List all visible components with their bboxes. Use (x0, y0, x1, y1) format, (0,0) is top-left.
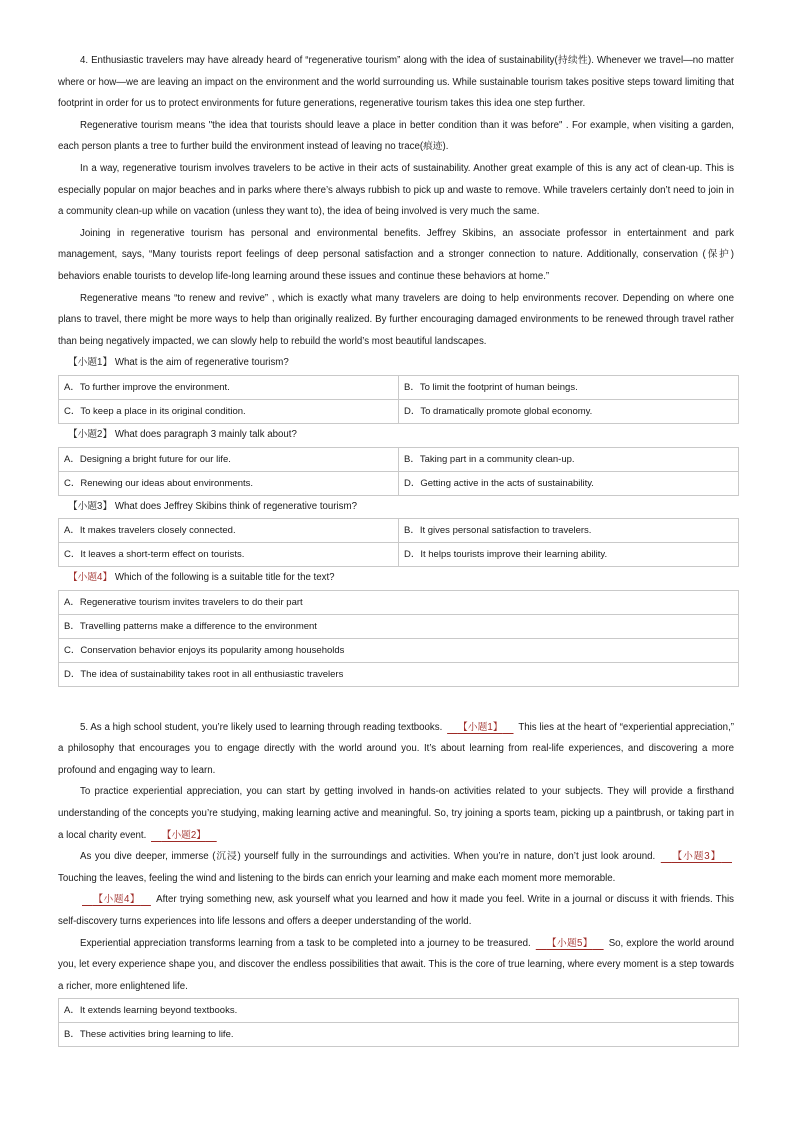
passage-5-blank-4[interactable]: 【小题4】 (92, 894, 141, 906)
section-spacer (58, 687, 734, 717)
passage-5-p2-text-a: To practice experiential appreciation, you can start by getting involved in hands-on activities related to your subjects. They will provide a firsthand understanding of the concepts you’re studying, making learning active and meaningful. So, try joining a sports team, picking up a paintbrush, or taking part in a local charity event. (58, 786, 734, 841)
question-3-heading (58, 496, 734, 518)
passage-5-paragraph-4 (58, 889, 734, 932)
question-4-heading (58, 567, 734, 589)
passage-4-body (58, 50, 734, 352)
passage-5-blank-5[interactable]: 【小题5】 (546, 937, 593, 949)
passage-5-body (58, 717, 734, 998)
passage-5-p1-text-b: This lies at the heart of “experiential appreciation,” a philosophy that encourages you to engage directly with the world around you. It’s about learning from real-life experiences, and discovering a more profound and engaging way to learn. (58, 721, 734, 776)
question-3-text: What does Jeffrey Skibins think of regenerative tourism? (114, 500, 357, 512)
question-2-marker: 【小题2】 (68, 428, 113, 440)
question-1-option-c[interactable]: C．To keep a place in its original condition. (59, 399, 399, 423)
question-1-heading (58, 352, 734, 374)
table-row (59, 638, 739, 662)
table-row (59, 519, 739, 543)
passage-5-blank-2[interactable]: 【小题2】 (161, 829, 206, 841)
table-row (59, 662, 739, 686)
question-4-option-a[interactable]: A．Regenerative tourism invites travelers to do their part (59, 590, 739, 614)
question-1-options-table (58, 375, 739, 424)
question-1-option-b[interactable]: B．To limit the footprint of human beings. (399, 375, 739, 399)
passage-4-paragraph-5: Regenerative means “to renew and revive” , which is exactly what many travelers are doing to help environments recover. Depending on where one plans to travel, there might be more ways to help than originally realized. By further encouraging damaged environments to be renewed through travel rather than being negatively impacted, we can slowly help to rebuild the world’s most beautiful landscapes. (58, 292, 734, 347)
question-2-option-a[interactable]: A．Designing a bright future for our life. (59, 447, 399, 471)
question-1-option-d[interactable]: D．To dramatically promote global economy. (399, 399, 739, 423)
question-3-option-d[interactable]: D．It helps tourists improve their learning ability. (399, 543, 739, 567)
passage-4-paragraph-4: Joining in regenerative tourism has personal and environmental benefits. Jeffrey Skibins, an associate professor in entertainment and park management, says, “Many tourists report feelings of deep personal satisfaction and a stronger connection to nature. Additionally, conservation (保护) behaviors enable tourists to develop life-long learning around these issues and continue these behaviors at home.” (58, 227, 734, 282)
question-4-options-table (58, 590, 739, 687)
passage-5-option-b[interactable]: B．These activities bring learning to life. (59, 1023, 739, 1047)
question-2-option-b[interactable]: B．Taking part in a community clean-up. (399, 447, 739, 471)
passage-5-paragraph-1 (58, 717, 734, 782)
passage-5-p5-text-b: So, explore the world around you, let every experience shape you, and discover the endless possibilities that await. This is the core of true learning, where every moment is a step towards a richer, more enlightened life. (58, 937, 734, 992)
table-row (59, 999, 739, 1023)
table-row (59, 590, 739, 614)
question-4-option-d[interactable]: D．The idea of sustainability takes root in all enthusiastic travelers (59, 662, 739, 686)
passage-5-paragraph-3 (58, 846, 734, 889)
question-4-option-b[interactable]: B．Travelling patterns make a difference to the environment (59, 614, 739, 638)
passage-5-options-table (58, 998, 739, 1047)
question-1-text: What is the aim of regenerative tourism? (114, 357, 289, 369)
passage-5-paragraph-5 (58, 933, 734, 998)
passage-4-paragraph-1: 4. Enthusiastic travelers may have already heard of “regenerative tourism” along with the idea of sustainability(持续性). Whenever we travel—no matter where or how—we are leaving an impact on the environment and the world surrounding us. While sustainable tourism takes positive steps toward limiting that footprint in order for us to protect environments for future generations, regenerative tourism takes this idea one step further. (58, 55, 734, 110)
passage-5-p3-text-b: Touching the leaves, feeling the wind and listening to the birds can enrich your learning and make each moment more memorable. (58, 872, 616, 884)
passage-5-p5-text-a: Experiential appreciation transforms learning from a task to be completed into a journey to be treasured. (80, 937, 531, 949)
passage-5-p4-text-b: After trying something new, ask yourself what you learned and how it made you feel. Write in a journal or discuss it with friends. This self-discovery turns experiences into life lessons and offers a deeper understanding of the world. (58, 894, 734, 928)
question-3-marker: 【小题3】 (68, 500, 113, 512)
question-2-heading (58, 424, 734, 446)
question-3-options-table (58, 518, 739, 567)
question-2-text: What does paragraph 3 mainly talk about? (114, 428, 297, 440)
question-2-options-table (58, 447, 739, 496)
table-row (59, 543, 739, 567)
question-4-text: Which of the following is a suitable title for the text? (114, 572, 335, 584)
passage-5-blank-1[interactable]: 【小题1】 (457, 721, 503, 733)
question-4-marker: 【小题4】 (68, 572, 113, 584)
question-2-option-d[interactable]: D．Getting active in the acts of sustainability. (399, 471, 739, 495)
passage-5-option-a[interactable]: A．It extends learning beyond textbooks. (59, 999, 739, 1023)
passage-5-blank-3[interactable]: 【小题3】 (671, 851, 722, 863)
passage-4-section (58, 50, 734, 687)
question-3-option-b[interactable]: B．It gives personal satisfaction to travelers. (399, 519, 739, 543)
table-row (59, 375, 739, 399)
table-row (59, 1023, 739, 1047)
table-row (59, 399, 739, 423)
passage-5-paragraph-2 (58, 781, 734, 846)
question-1-marker: 【小题1】 (68, 357, 113, 369)
passage-5-p1-text-a: 5. As a high school student, you’re likely used to learning through reading textbooks. (80, 721, 443, 733)
passage-5-section (58, 717, 734, 1048)
passage-4-paragraph-2: Regenerative tourism means "the idea that tourists should leave a place in better condition than it was before" . For example, when visiting a garden, each person plants a tree to further build the environment instead of leaving no trace(痕迹). (58, 119, 734, 153)
question-3-option-a[interactable]: A．It makes travelers closely connected. (59, 519, 399, 543)
question-1-option-a[interactable]: A．To further improve the environment. (59, 375, 399, 399)
question-4-option-c[interactable]: C．Conservation behavior enjoys its popularity among households (59, 638, 739, 662)
table-row (59, 471, 739, 495)
passage-4-paragraph-3: In a way, regenerative tourism involves travelers to be active in their acts of sustainability. Another great example of this is any act of clean-up. This is especially popular on major beaches and in parks where there’s always rubbish to pick up and waste to remove. While travelers certainly don’t need to join in a community clean-up while on vacation (unless they want to), the idea of being involved is very much the same. (58, 162, 734, 218)
passage-5-p3-text-a: As you dive deeper, immerse (沉浸) yourself fully in the surroundings and activities. When you’re in nature, don’t just look around. (80, 851, 656, 863)
table-row (59, 447, 739, 471)
question-2-option-c[interactable]: C．Renewing our ideas about environments. (59, 471, 399, 495)
question-3-option-c[interactable]: C．It leaves a short-term effect on tourists. (59, 543, 399, 567)
table-row (59, 614, 739, 638)
